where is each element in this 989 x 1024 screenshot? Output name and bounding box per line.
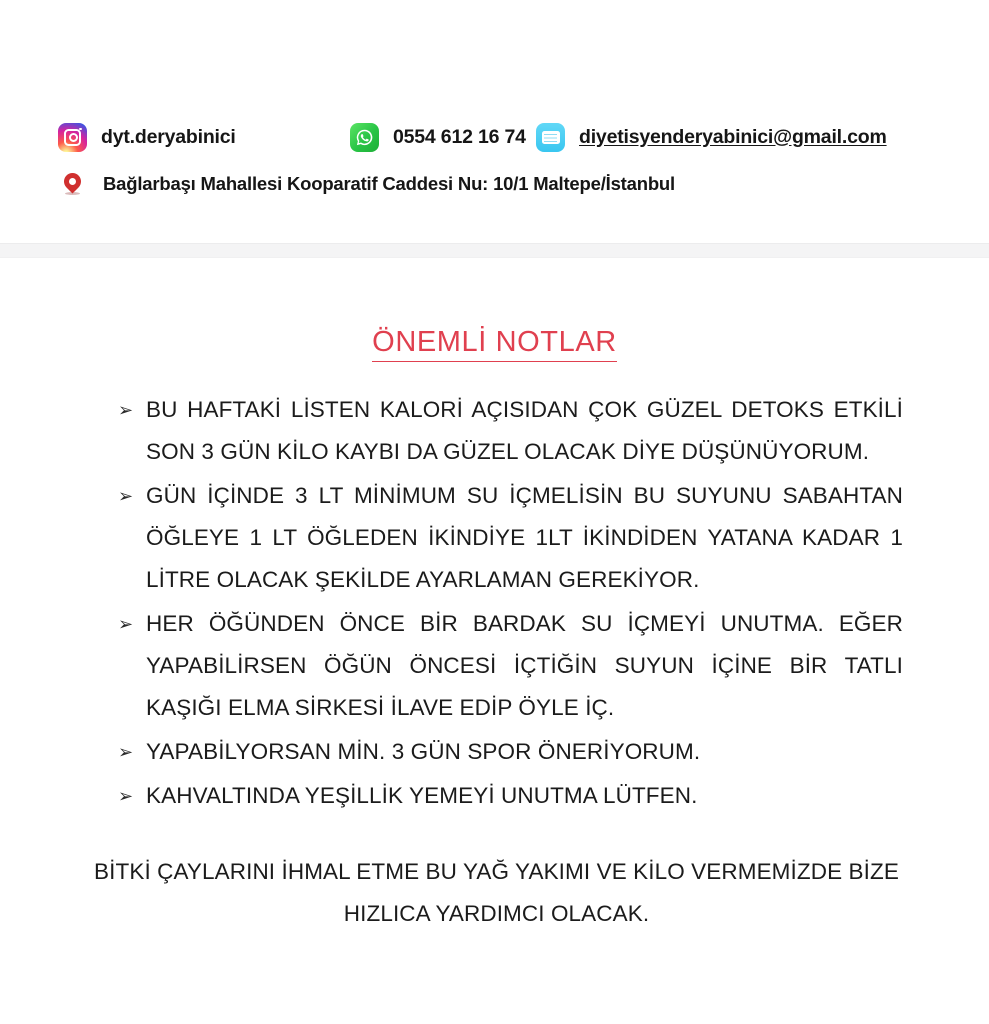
list-item: [118, 731, 903, 773]
list-item: [118, 603, 903, 729]
note-text: KAHVALTINDA YEŞİLLİK YEMEYİ UNUTMA LÜTFEN.: [146, 783, 698, 808]
closing-paragraph: BİTKİ ÇAYLARINI İHMAL ETME BU YAĞ YAKIMI VE KİLO VERMEMİZDE BİZE HIZLICA YARDIMCI OLACAK.: [94, 859, 899, 926]
note-text: GÜN İÇİNDE 3 LT MİNİMUM SU İÇMELİSİN BU SUYUNU SABAHTAN ÖĞLEYE 1 LT ÖĞLEDEN İKİNDİYE 1LT İKİNDİDEN YATANA KADAR 1 LİTRE OLACAK ŞEKİLDE AYARLAMAN GEREKİYOR.: [146, 483, 903, 592]
location-contact: [58, 170, 675, 199]
arrow-bullet-icon: ➢: [118, 786, 134, 806]
whatsapp-phone: 0554 612 16 74: [393, 125, 526, 148]
list-item: [118, 475, 903, 601]
note-text: BU HAFTAKİ LİSTEN KALORİ AÇISIDAN ÇOK GÜZEL DETOKS ETKİLİ SON 3 GÜN KİLO KAYBI DA GÜZEL OLACAK DİYE DÜŞÜNÜYORUM.: [146, 397, 903, 464]
contact-header: [0, 0, 989, 258]
page-title: [0, 326, 989, 359]
arrow-bullet-icon: ➢: [118, 486, 134, 506]
arrow-bullet-icon: ➢: [118, 614, 134, 634]
email-contact[interactable]: [536, 123, 887, 152]
list-item: [118, 389, 903, 473]
office-address: Bağlarbaşı Mahallesi Kooparatif Caddesi Nu: 10/1 Maltepe/İstanbul: [103, 173, 675, 194]
note-text: YAPABİLYORSAN MİN. 3 GÜN SPOR ÖNERİYORUM.: [146, 739, 701, 764]
note-text: HER ÖĞÜNDEN ÖNCE BİR BARDAK SU İÇMEYİ UNUTMA. EĞER YAPABİLİRSEN ÖĞÜN ÖNCESİ İÇTİĞİN SUYUN İÇİNE BİR TATLI KAŞIĞI ELMA SİRKESİ İLAVE EDİP ÖYLE İÇ.: [146, 611, 903, 720]
notes-section: [0, 258, 989, 935]
location-pin-icon: [58, 170, 87, 199]
email-address[interactable]: diyetisyenderyabinici@gmail.com: [579, 125, 887, 148]
notes-list: [0, 389, 989, 817]
instagram-contact[interactable]: [58, 123, 350, 152]
instagram-icon: [58, 123, 87, 152]
instagram-handle: dyt.deryabinici: [101, 125, 236, 148]
email-icon: [536, 123, 565, 152]
arrow-bullet-icon: ➢: [118, 400, 134, 420]
arrow-bullet-icon: ➢: [118, 742, 134, 762]
header-divider: [0, 243, 989, 258]
list-item: [118, 775, 903, 817]
whatsapp-icon: [350, 123, 379, 152]
contact-row-primary: [0, 118, 989, 156]
contact-row-address: [0, 165, 989, 203]
whatsapp-contact[interactable]: [350, 123, 536, 152]
page-title-text: ÖNEMLİ NOTLAR: [372, 326, 617, 362]
